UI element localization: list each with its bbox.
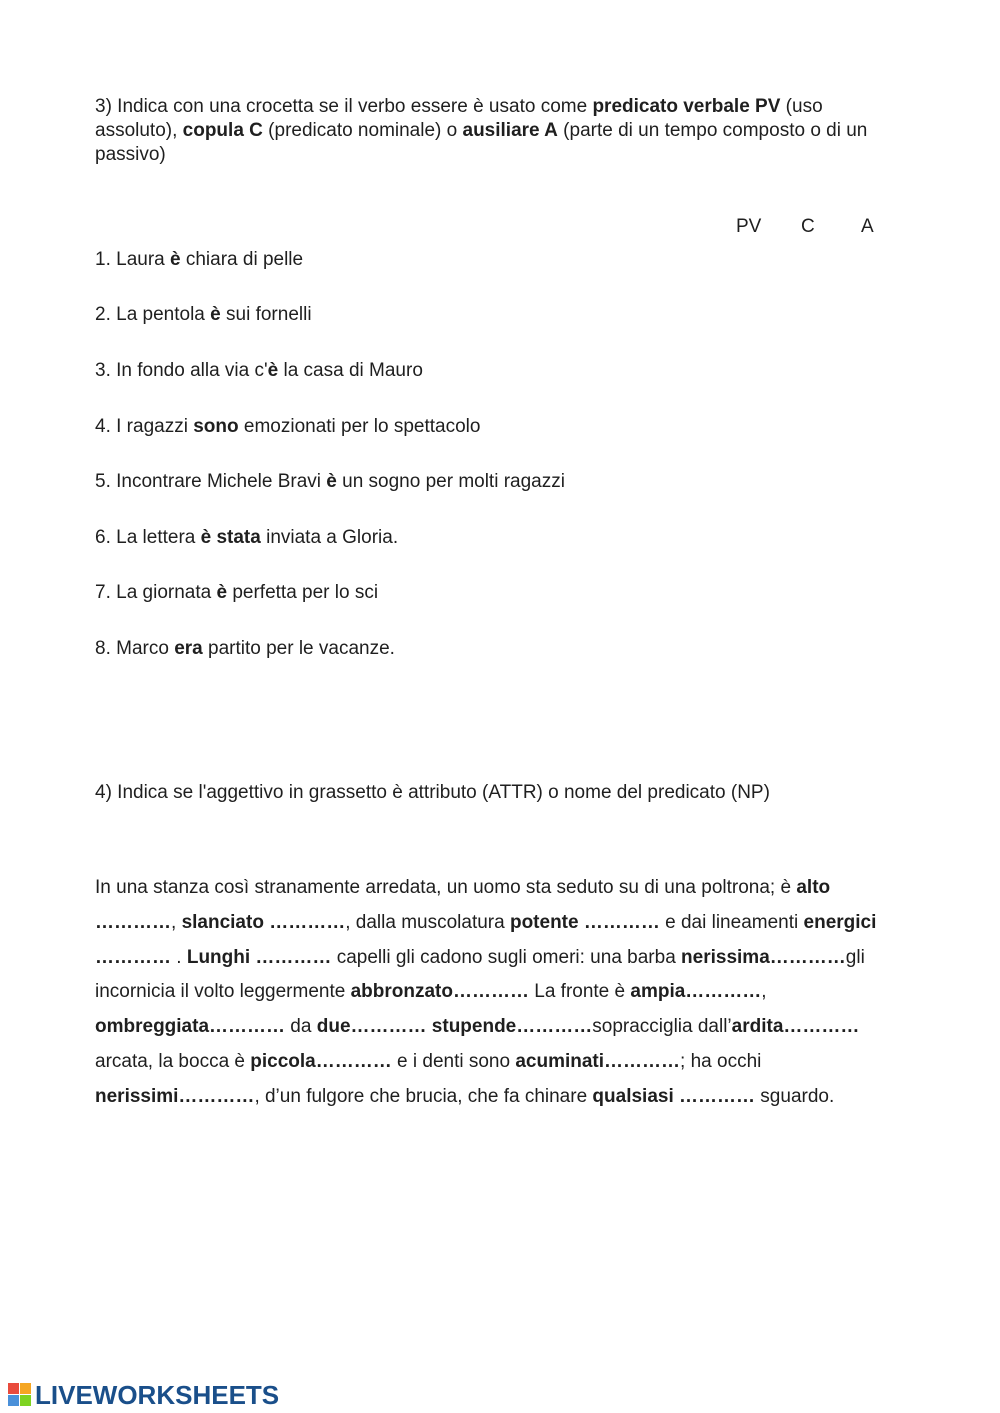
paragraph-text-run: sguardo. <box>755 1085 835 1107</box>
paragraph-bold-run: ardita………… <box>731 1016 860 1038</box>
column-header-a: A <box>861 216 874 237</box>
paragraph-bold-run: slanciato ………… <box>181 911 346 933</box>
paragraph-text-run: gli incornicia il volto leggermente <box>95 946 865 1003</box>
paragraph-bold-run: nerissimi………… <box>95 1085 255 1107</box>
paragraph-text-run: e i denti sono <box>391 1050 516 1072</box>
instruction-text-run: 3) Indica con una crocetta se il verbo essere è usato come <box>95 96 593 117</box>
paragraph-bold-run: nerissima………… <box>681 946 846 968</box>
instruction-bold-run: predicato verbale PV <box>592 96 781 117</box>
sentence-text-run: perfetta per lo sci <box>227 582 379 603</box>
sentence-text-run: un sogno per molti ragazzi <box>336 471 565 492</box>
paragraph-text-run: In una stanza così stranamente arredata, un uomo sta seduto su di una poltrona; è <box>95 877 797 898</box>
sentence-text-run: 2. La pentola <box>95 304 211 325</box>
paragraph-bold-run: qualsiasi ………… <box>592 1085 756 1107</box>
paragraph-text-run: , d’un fulgore che brucia, che fa chinare <box>254 1085 593 1107</box>
sentence-text-run: emozionati per lo spettacolo <box>238 416 481 437</box>
sentence-bold-run: è <box>170 249 181 270</box>
paragraph-bold-run: alto ………… <box>95 877 831 933</box>
sentence-bold-run: sono <box>193 416 239 437</box>
sentence-text-run: 8. Marco <box>95 638 175 659</box>
sentence-text-run: inviata a Gloria. <box>260 527 399 548</box>
paragraph-text-run: da <box>285 1016 317 1038</box>
paragraph-bold-run: acuminati………… <box>515 1050 681 1072</box>
paragraph-text-run: e dai lineamenti <box>659 911 804 933</box>
paragraph-text-run: arcata, la bocca è <box>95 1050 251 1072</box>
paragraph-bold-run: Lunghi ………… <box>186 946 332 968</box>
sentence-item-1 <box>95 248 303 272</box>
paragraph-bold-run: ombreggiata………… <box>95 1016 286 1038</box>
sentence-item-4 <box>95 415 480 439</box>
paragraph-bold-run: energici ………… <box>95 911 877 968</box>
paragraph-text-run: capelli gli cadono sugli omeri: una barba <box>331 946 682 968</box>
paragraph-bold-run: stupende………… <box>431 1016 593 1038</box>
sentence-text-run: 6. La lettera <box>95 527 201 548</box>
paragraph-bold-run: due………… <box>316 1016 427 1038</box>
sentence-bold-run: è <box>326 471 337 492</box>
instruction-text-run: (predicato nominale) o <box>262 120 463 141</box>
sentence-bold-run: è <box>267 360 279 381</box>
exercise4-instructions: 4) Indica se l'aggettivo in grassetto è attributo (ATTR) o nome del predicato (NP) <box>95 782 770 803</box>
liveworksheets-cube-icon <box>8 1383 32 1407</box>
paragraph-bold-run: piccola………… <box>250 1050 392 1072</box>
sentence-text-run: 4. I ragazzi <box>95 416 194 437</box>
sentence-text-run: chiara di pelle <box>180 249 304 270</box>
liveworksheets-logo <box>8 1381 279 1409</box>
paragraph-text-run: , <box>761 981 767 1003</box>
sentence-item-3 <box>95 359 423 383</box>
sentence-text-run: 5. Incontrare Michele Bravi <box>95 471 327 492</box>
sentence-item-5 <box>95 470 565 494</box>
sentence-item-2 <box>95 303 312 327</box>
sentence-item-7 <box>95 581 378 605</box>
paragraph-bold-run: ampia………… <box>630 981 762 1003</box>
exercise3-instructions <box>95 95 900 167</box>
sentence-item-6 <box>95 526 398 550</box>
sentence-text-run: 3. In fondo alla via c' <box>95 360 268 381</box>
instruction-text-run: (uso assoluto), <box>95 96 823 141</box>
sentence-bold-run: è <box>210 304 221 325</box>
column-header-pv: PV <box>736 216 762 237</box>
sentence-bold-run: è <box>216 582 228 603</box>
sentence-text-run: 7. La giornata <box>95 582 217 603</box>
paragraph-text-run: . <box>171 946 187 968</box>
paragraph-text-run: , dalla muscolatura <box>345 911 510 933</box>
sentence-bold-run: è stata <box>200 527 261 548</box>
paragraph-text-run: ; ha occhi <box>680 1050 762 1072</box>
instruction-bold-run: copula C <box>182 120 263 141</box>
logo-text: LIVEWORKSHEETS <box>35 1379 280 1410</box>
exercise4-paragraph <box>95 871 905 1115</box>
sentence-bold-run: era <box>174 638 203 659</box>
paragraph-bold-run: abbronzato………… <box>350 981 529 1003</box>
paragraph-text-run: , <box>171 911 182 933</box>
paragraph-text-run: sopracciglia dall’ <box>592 1016 732 1038</box>
sentence-text-run: partito per le vacanze. <box>202 638 395 659</box>
column-header-c: C <box>801 216 815 237</box>
sentence-text-run: 1. Laura <box>95 249 170 270</box>
paragraph-text-run: La fronte è <box>528 981 631 1003</box>
paragraph-bold-run: potente ………… <box>509 911 660 933</box>
sentence-text-run: sui fornelli <box>220 304 312 325</box>
sentence-text-run: la casa di Mauro <box>278 360 423 381</box>
instruction-text-run: (parte di un tempo composto o di un passivo) <box>95 120 868 165</box>
instruction-bold-run: ausiliare A <box>462 120 558 141</box>
sentence-item-8 <box>95 637 395 661</box>
